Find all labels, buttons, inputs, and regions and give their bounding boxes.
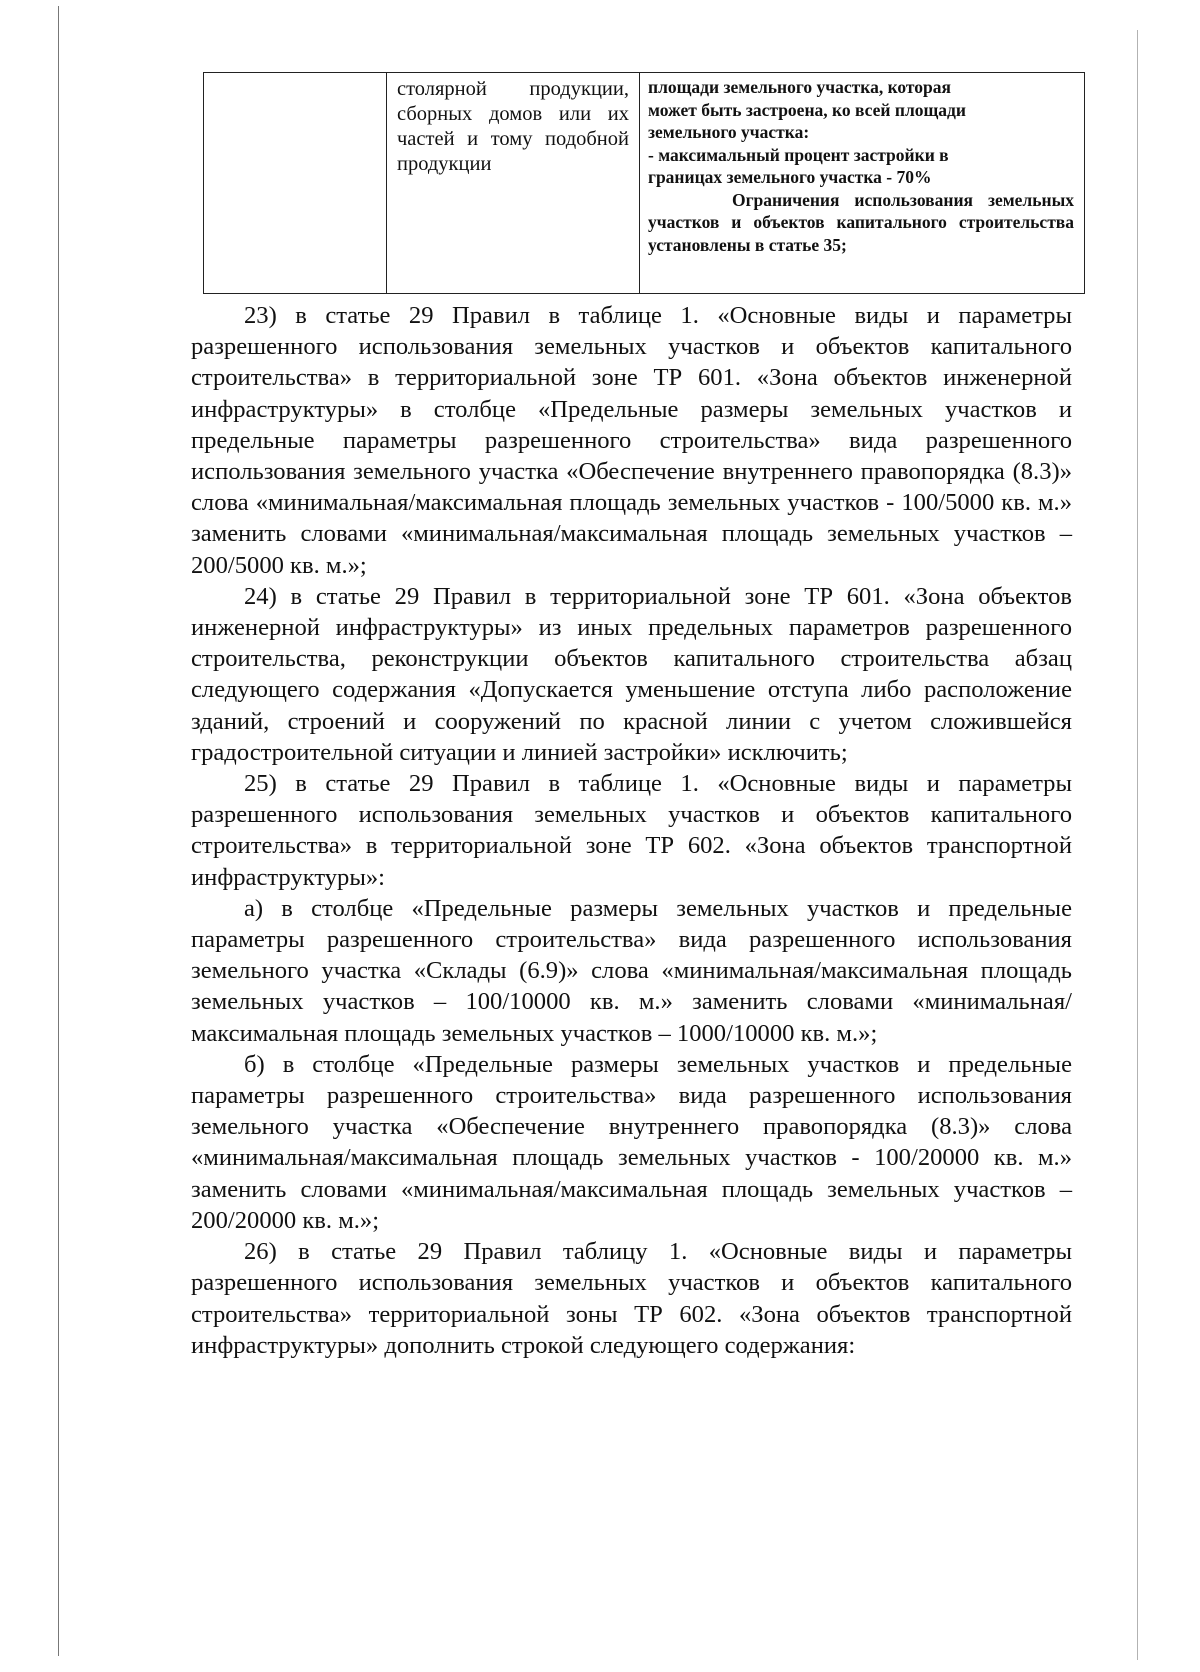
scan-edge-left	[58, 6, 59, 1656]
parameters-line: земельного участка:	[648, 122, 810, 142]
parameters-line: - максимальный процент застройки в	[648, 144, 949, 165]
paragraph-26: 26) в статье 29 Правил таблицу 1. «Основные виды и параметры разрешенного использования земельных участков и объектов капитального строительства» территориальной зоны ТР 602. «Зона объектов транспортной инфраструктуры» дополнить строкой следующего содержания:	[191, 1238, 1072, 1359]
paragraph-23: 23) в статье 29 Правил в таблице 1. «Основные виды и параметры разрешенного использования земельных участков и объектов капитального строительства» в территориальной зоне ТР 601. «Зона объектов инженерной инфраструктуры» в столбце «Предельные размеры земельных участков и предельные параметры разрешенного строительства» вида разрешенного использования земельного участка «Обеспечение внутреннего правопорядка (8.3)» слова «минимальная/максимальная площадь земельных участков - 100/5000 кв. м.» заменить словами «минимальная/максимальная площадь земельных участков – 200/5000 кв. м.»;	[191, 302, 1072, 579]
document-body	[191, 300, 1072, 1361]
paragraph-25a: а) в столбце «Предельные размеры земельных участков и предельные параметры разрешенного строительства» вида разрешенного использования земельного участка «Склады (6.9)» слова «минимальная/максимальная площадь земельных участков – 100/10000 кв. м.» заменить словами «минимальная/максимальная площадь земельных участков – 1000/10000 кв. м.»;	[191, 894, 1072, 1047]
paragraph-24: 24) в статье 29 Правил в территориальной зоне ТР 601. «Зона объектов инженерной инфраструктуры» из иных предельных параметров разрешенного строительства, реконструкции объектов капитального строительства абзац следующего содержания «Допускается уменьшение отступа либо расположение зданий, строений и сооружений по красной линии с учетом сложившейся градостроительной ситуации и линией застройки» исключить;	[191, 582, 1072, 766]
table-cell-empty	[204, 73, 387, 294]
zoning-table-fragment	[203, 72, 1085, 294]
parameters-line: может быть застроена, ко всей площади	[648, 99, 966, 120]
product-type-text: столярной продукции, сборных домов или их частей и тому подобной продукции	[397, 78, 629, 175]
scan-edge-right	[1137, 30, 1138, 1660]
paragraph-25b: б) в столбце «Предельные размеры земельных участков и предельные параметры разрешенного строительства» вида разрешенного использования земельного участка «Обеспечение внутреннего правопорядка (8.3)» слова «минимальная/максимальная площадь земельных участков - 100/20000 кв. м.» заменить словами «минимальная/максимальная площадь земельных участков – 200/20000 кв. м.»;	[191, 1050, 1072, 1234]
table-row	[204, 73, 1085, 294]
table-cell-parameters	[640, 73, 1085, 294]
restrictions-text: Ограничения использования земельных участков и объектов капитального строительства установлены в статье 35;	[648, 189, 1074, 255]
parameters-line: площади земельного участка, которая	[648, 77, 952, 97]
table-cell-product-type	[387, 73, 640, 294]
paragraph-25: 25) в статье 29 Правил в таблице 1. «Основные виды и параметры разрешенного использования земельных участков и объектов капитального строительства» в территориальной зоне ТР 602. «Зона объектов транспортной инфраструктуры»:	[191, 770, 1072, 891]
parameters-line: границах земельного участка - 70%	[648, 167, 932, 187]
